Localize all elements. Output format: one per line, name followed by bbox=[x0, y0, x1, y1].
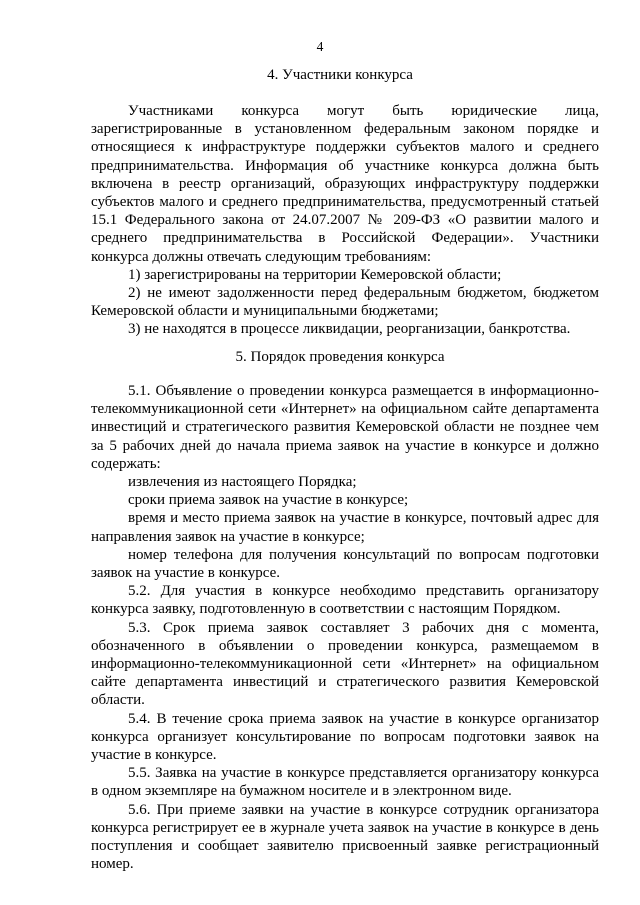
section-5-title: 5. Порядок проведения конкурса bbox=[235, 349, 445, 365]
clause-5-1: 5.1. Объявление о проведении конкурса размещается в информационно-телекоммуникационной сети «Интернет» на официальном сайте департамента инвестиций и стратегического развития Кемеровской области не позднее чем за 5 рабочих дней до начала приема заявок на участие в конкурсе и должно содержать: bbox=[91, 383, 599, 472]
clause-5-1-item-phone: номер телефона для получения консультаций по вопросам подготовки заявок на участие в конкурсе. bbox=[91, 546, 599, 582]
clause-5-5: 5.5. Заявка на участие в конкурсе представляется организатору конкурса в одном экземпляре на бумажном носителе и в электронном виде. bbox=[91, 765, 599, 800]
clause-5-1-item-extracts: извлечения из настоящего Порядка; bbox=[128, 474, 357, 491]
section-4-title: 4. Участники конкурса bbox=[267, 67, 413, 83]
section-4-body bbox=[91, 102, 599, 339]
clause-5-1-item-place-address: время и место приема заявок на участие в конкурсе, почтовый адрес для направления заявок на участие в конкурсе; bbox=[91, 510, 599, 545]
section-5-body bbox=[91, 382, 599, 873]
clause-5-4: 5.4. В течение срока приема заявок на участие в конкурсе организатор конкурса организует консультирование по вопросам подготовки заявок на участие в конкурсе. bbox=[91, 710, 599, 764]
clause-5-6: 5.6. При приеме заявки на участие в конкурсе сотрудник организатора конкурса регистрирует ее в журнале учета заявок на участие в конкурсе в день поступления и сообщает заявителю присвоенный заявке регистрационный номер. bbox=[91, 801, 599, 873]
clause-5-1-item-deadlines: сроки приема заявок на участие в конкурсе; bbox=[128, 492, 409, 509]
clause-5-3: 5.3. Срок приема заявок составляет 3 рабочих дня с момента, обозначенного в объявлении о проведении конкурса, размещаемом в информационно-телекоммуникационной сети «Интернет» на официальном сайте департамента инвестиций и стратегического развития Кемеровской области. bbox=[91, 619, 599, 709]
page-number: 4 bbox=[316, 39, 324, 54]
section-4-paragraph-intro: Участниками конкурса могут быть юридические лица, зарегистрированные в установленном федеральным законом порядке и относящиеся к инфраструктуре поддержки субъектов малого и среднего предпринимательства. Информация об участнике конкурса должна быть включена в реестр организаций, образующих инфраструктуру поддержки субъектов малого и среднего предпринимательства, предусмотренный статьей 15.1 Федерального закона от 24.07.2007 № 209-ФЗ «О развитии малого и среднего предпринимательства в Российской Федерации». Участники конкурса должны отвечать следующим требованиям: bbox=[91, 103, 599, 265]
clause-5-2: 5.2. Для участия в конкурсе необходимо представить организатору конкурса заявку, подготовленную в соответствии с настоящим Порядком. bbox=[91, 583, 599, 618]
section-4-requirement-3: 3) не находятся в процессе ликвидации, реорганизации, банкротства. bbox=[128, 321, 571, 338]
section-4-requirement-2: 2) не имеют задолженности перед федеральным бюджетом, бюджетом Кемеровской области и муниципальными бюджетами; bbox=[91, 285, 599, 320]
section-4-requirement-1: 1) зарегистрированы на территории Кемеровской области; bbox=[128, 266, 502, 283]
